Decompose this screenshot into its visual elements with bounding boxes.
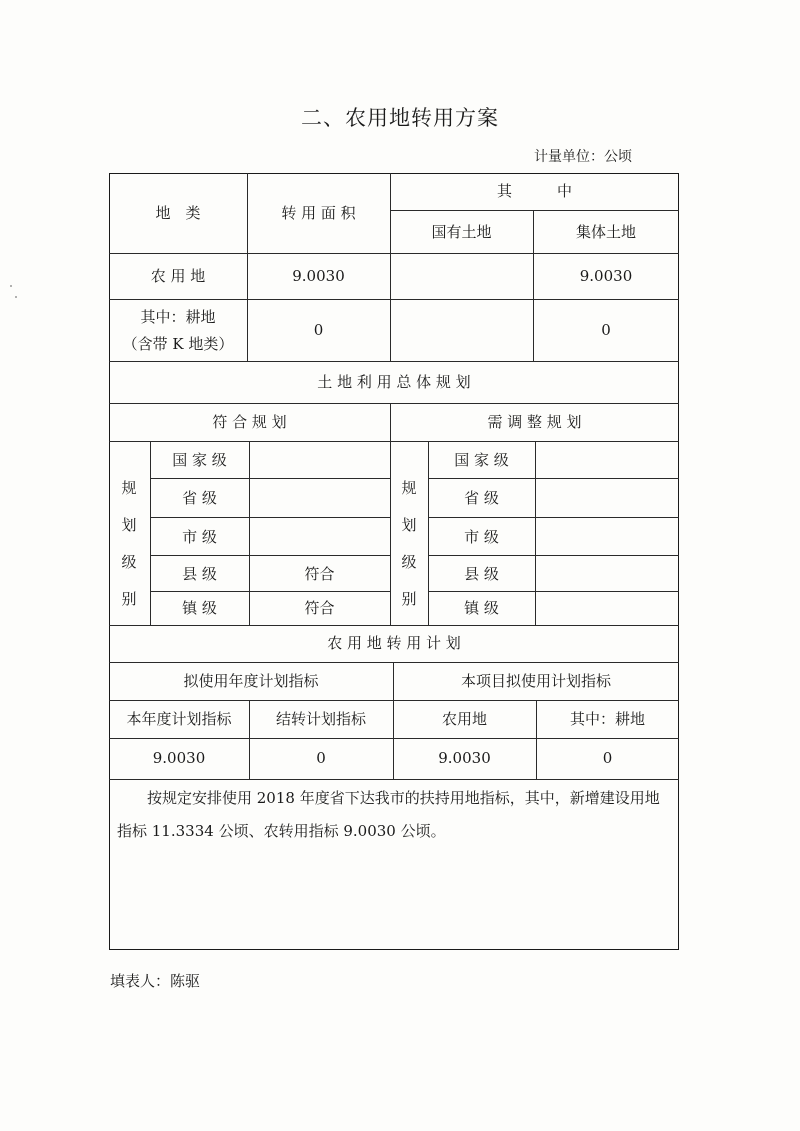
scan-speck — [10, 285, 12, 287]
current-year-quota-header: 本年度计划指标 — [126, 710, 232, 728]
page-title: 二、农用地转用方案 — [301, 106, 499, 130]
level-province: 省 级 — [182, 489, 217, 507]
row-line — [109, 253, 679, 254]
conform-county: 符合 — [304, 565, 335, 583]
current-year-quota-value: 9.0030 — [152, 749, 206, 767]
conform-plan-header: 符 合 规 划 — [212, 413, 287, 431]
collective-land-header: 集体土地 — [575, 223, 636, 241]
plan-level-label-right: 规 划 级 别 — [401, 479, 417, 608]
farmland-label: 农 用 地 — [150, 267, 206, 285]
adjust-plan-header: 需 调 整 规 划 — [487, 413, 582, 431]
row-line — [150, 591, 390, 592]
note-paragraph: 按规定安排使用 2018 年度省下达我市的扶持用地指标，其中，新增建设用地指标 11.3334 公顷、农转用指标 9.0030 公顷。 — [117, 789, 660, 840]
row-line — [109, 403, 679, 404]
row-line — [428, 591, 679, 592]
conversion-plan-title: 农 用 地 转 用 计 划 — [327, 634, 461, 652]
carryover-quota-header: 结转计划指标 — [275, 710, 366, 728]
row-line — [150, 517, 390, 518]
adjust-level-county: 县 级 — [464, 565, 499, 583]
row-line — [109, 625, 679, 626]
adjust-level-province: 省 级 — [464, 489, 499, 507]
farmland-collective: 9.0030 — [579, 267, 633, 285]
row-line — [109, 779, 679, 780]
row-line — [109, 361, 679, 362]
row-line — [109, 299, 679, 300]
row-line — [150, 555, 390, 556]
project-farmland-value: 9.0030 — [438, 749, 491, 767]
row-line — [109, 662, 679, 663]
project-cultivated-value: 0 — [602, 749, 613, 767]
area-header: 转 用 面 积 — [281, 204, 356, 222]
cultivated-collective: 0 — [601, 321, 611, 339]
level-national: 国 家 级 — [172, 451, 227, 469]
cultivated-sublabel: （含带 K 地类） — [122, 335, 234, 353]
land-use-plan-title: 土 地 利 用 总 体 规 划 — [317, 373, 471, 391]
row-line — [390, 210, 679, 211]
measure-unit: 计量单位：公顷 — [534, 149, 632, 165]
scan-speck — [15, 296, 17, 298]
row-line — [428, 478, 679, 479]
cultivated-label: 其中：耕地 — [140, 308, 216, 326]
cultivated-area: 0 — [313, 321, 324, 339]
level-county: 县 级 — [182, 565, 217, 583]
carryover-quota-value: 0 — [316, 749, 326, 767]
state-land-header: 国有土地 — [431, 223, 492, 241]
row-line — [428, 517, 679, 518]
row-line — [109, 700, 679, 701]
farmland-area: 9.0030 — [292, 267, 345, 285]
adjust-level-town: 镇 级 — [464, 599, 499, 617]
of-which-header: 其 中 — [496, 182, 572, 200]
row-line — [109, 738, 679, 739]
conform-town: 符合 — [304, 599, 335, 617]
row-line — [109, 441, 679, 442]
annual-quota-header: 拟使用年度计划指标 — [183, 672, 319, 690]
land-type-header: 地 类 — [155, 204, 201, 222]
level-town: 镇 级 — [182, 599, 217, 617]
col-line — [390, 403, 391, 625]
filler-name: 填表人：陈驱 — [110, 972, 201, 990]
plan-level-label-left: 规 划 级 别 — [121, 479, 137, 608]
project-quota-header: 本项目拟使用计划指标 — [460, 672, 611, 690]
project-farmland-header: 农用地 — [441, 710, 487, 728]
adjust-level-city: 市 级 — [464, 528, 499, 546]
col-line — [535, 441, 536, 625]
row-line — [150, 478, 390, 479]
project-cultivated-header: 其中：耕地 — [569, 710, 645, 728]
level-city: 市 级 — [182, 528, 217, 546]
row-line — [428, 555, 679, 556]
adjust-level-national: 国 家 级 — [454, 451, 509, 469]
col-line — [390, 173, 391, 361]
